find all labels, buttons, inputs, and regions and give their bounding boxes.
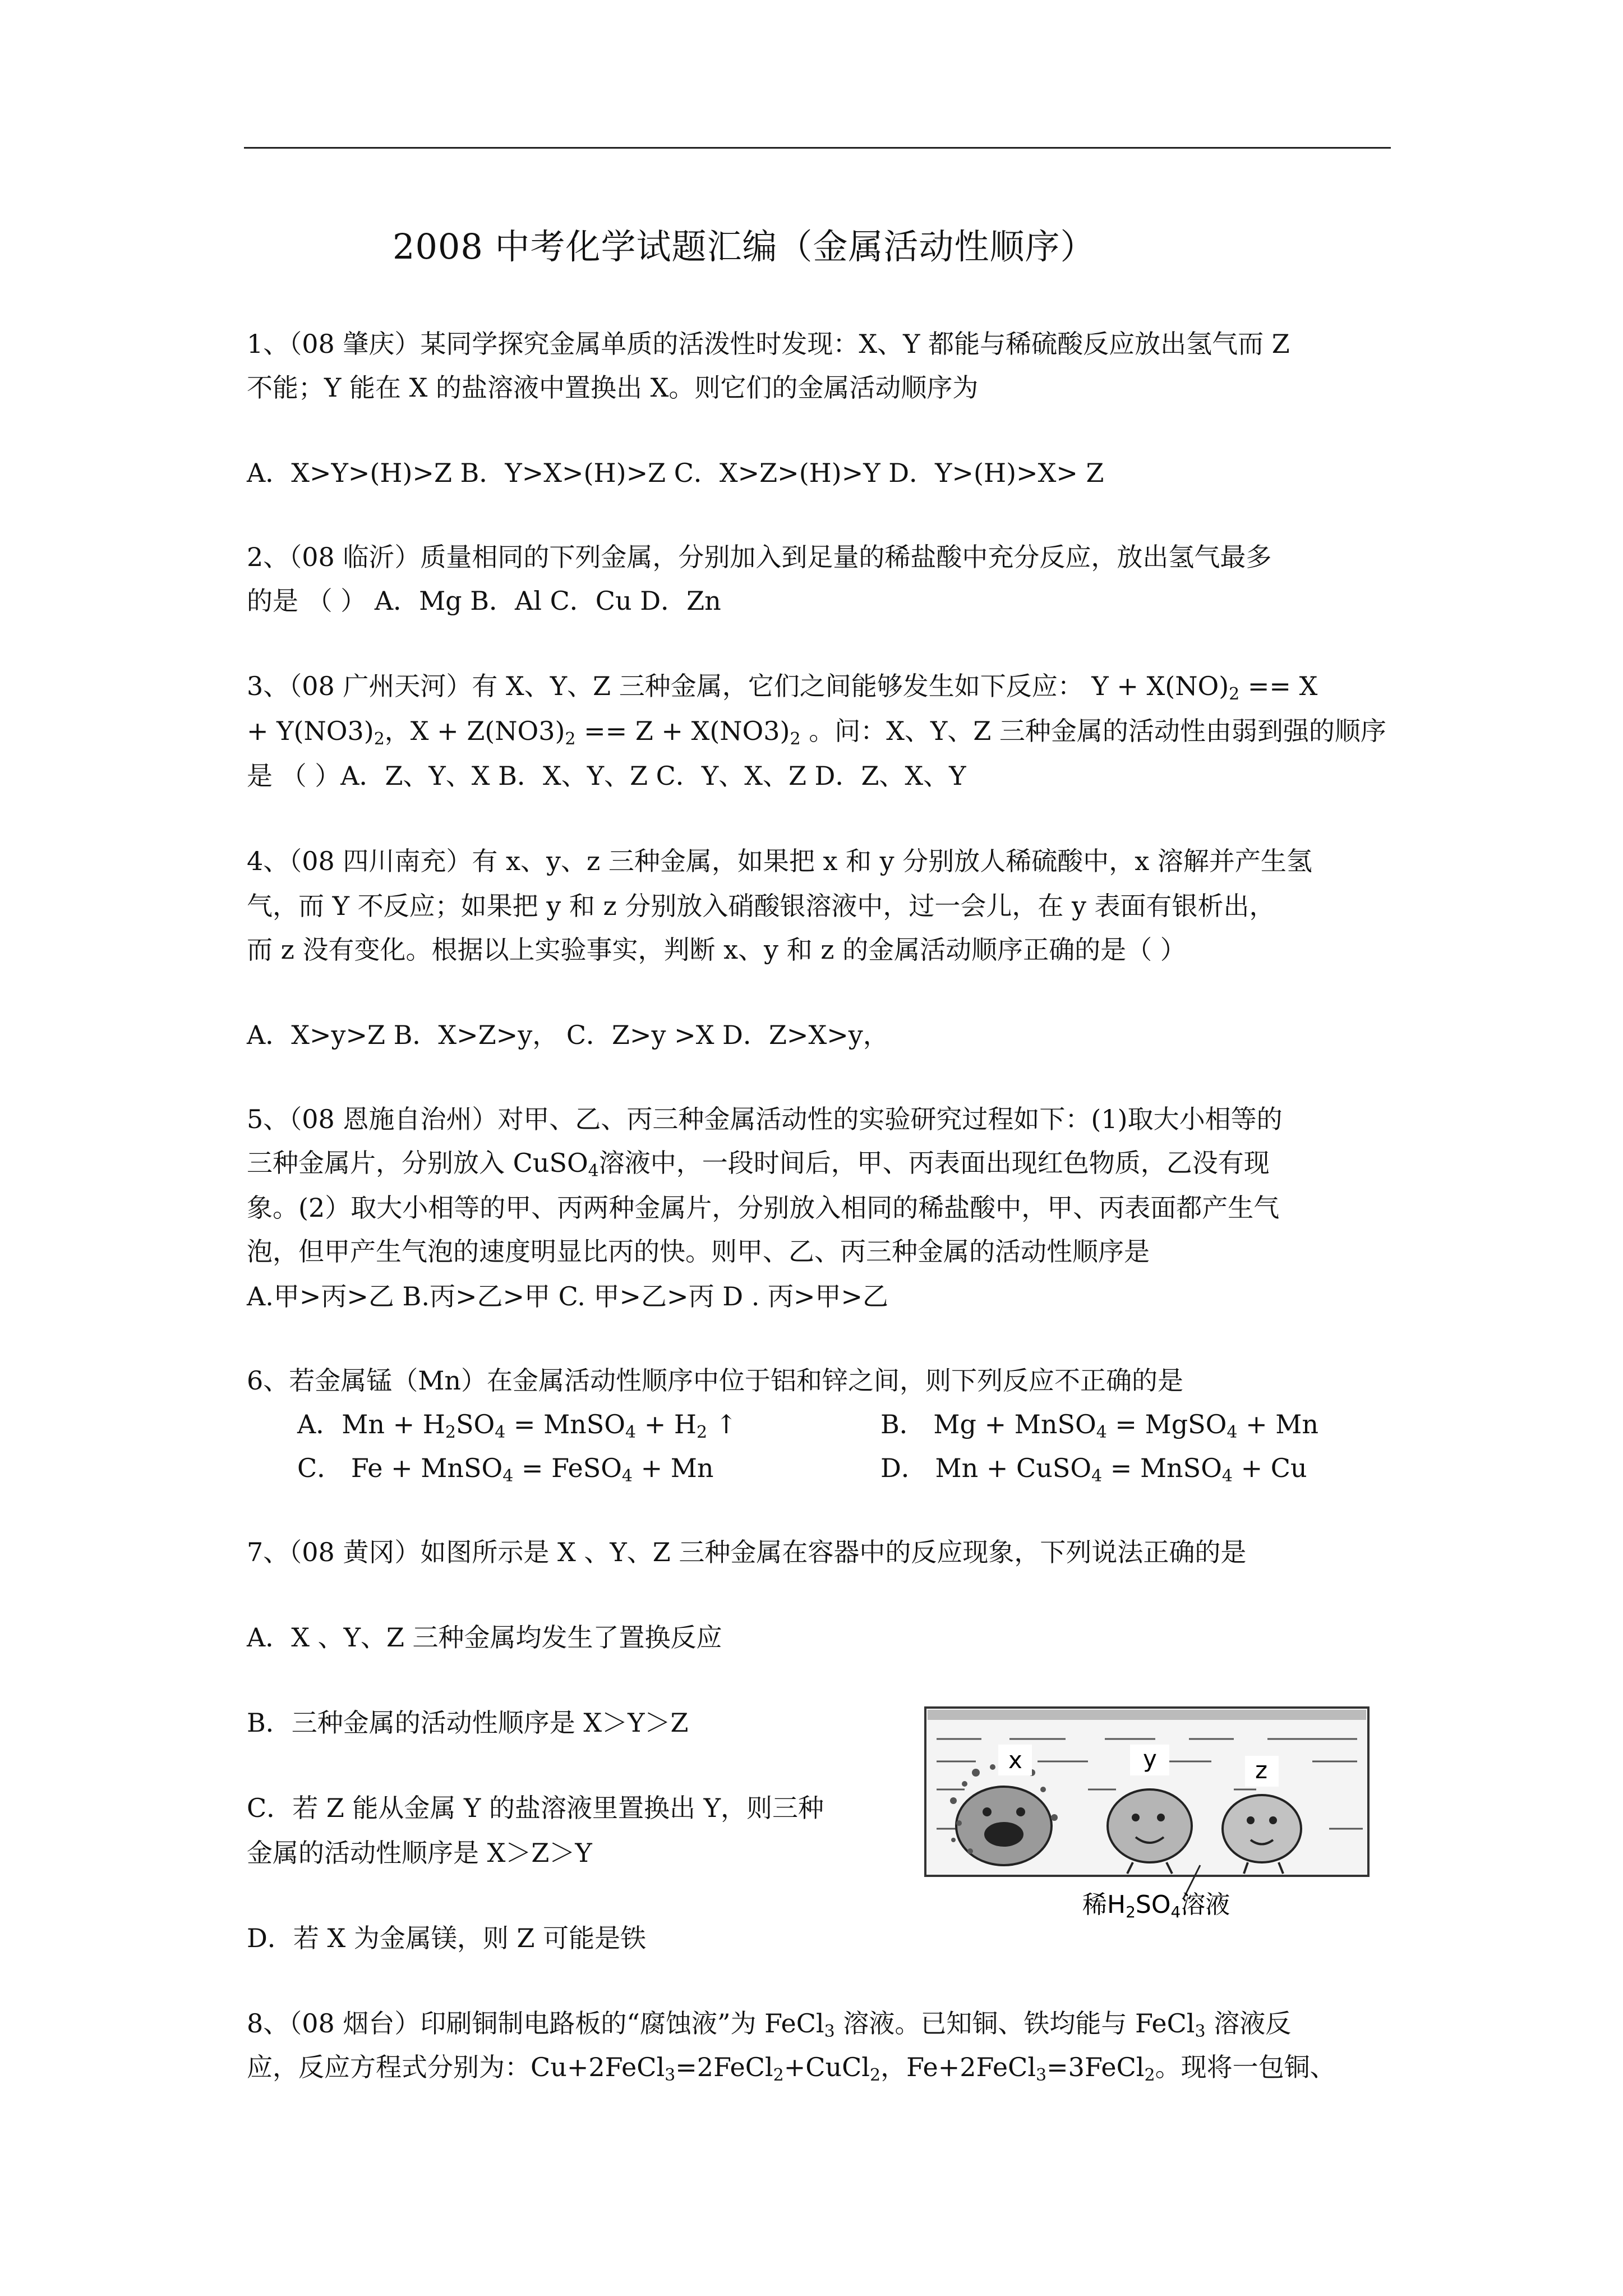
label-y: y <box>1143 1745 1157 1773</box>
q8-sub: 2 <box>1144 2065 1155 2085</box>
label-z: z <box>1255 1756 1268 1784</box>
q4-line2: 气，而 Y 不反应；如果把 y 和 z 分别放入硝酸银溶液中，过一会儿，在 y 表面有银析出， <box>247 891 1275 921</box>
q3-line2-text-f: ) <box>780 716 790 746</box>
q6c-sub: 4 <box>502 1466 514 1486</box>
q6-option-b <box>880 1411 1318 1441</box>
q6a-sub: 4 <box>625 1423 637 1442</box>
q8-text: 。现将一包铜、 <box>1155 2052 1336 2082</box>
q4-line1: 4、（08 四川南充）有 x、y、z 三种金属，如果把 x 和 y 分别放人稀硫酸中，x 溶解并产生氢 <box>247 846 1312 876</box>
q3-sub: 2 <box>374 729 385 749</box>
q6-line1: 6、若金属锰（Mn）在金属活动性顺序中位于铝和锌之间，则下列反应不正确的是 <box>247 1365 1183 1396</box>
q5-line4: 泡，但甲产生气泡的速度明显比丙的快。则甲、乙、丙三种金属的活动性顺序是 <box>247 1236 1150 1267</box>
q6c-text: + Mn <box>633 1453 714 1483</box>
q6-option-d <box>880 1455 1307 1485</box>
q5-sub: 4 <box>588 1161 599 1181</box>
q6a-sub: 2 <box>697 1423 708 1442</box>
q3-line2-text-c: ，X + Z(NO <box>384 716 539 746</box>
q6b-text: + Mn <box>1237 1409 1318 1439</box>
q8-text: 溶液反 <box>1205 2008 1292 2039</box>
q6b-sub: 4 <box>1096 1423 1107 1442</box>
q6d-text: = MnSO <box>1102 1453 1222 1483</box>
q6b-sub: 4 <box>1227 1423 1238 1442</box>
q6d-text: + Cu <box>1233 1453 1307 1483</box>
q5-line3: 象。(2）取大小相等的甲、丙两种金属片，分别放入相同的稀盐酸中，甲、丙表面都产生气 <box>247 1193 1280 1223</box>
q6d-text: D． Mn + CuSO <box>880 1453 1092 1483</box>
q4-line3: 而 z 没有变化。根据以上实验事实，判断 x、y 和 z 的金属活动顺序正确的是（ ） <box>247 935 1186 965</box>
q8-line1 <box>247 2010 1291 2040</box>
caption-sub: 2 <box>1126 1903 1136 1918</box>
q6c-sub: 4 <box>621 1466 633 1486</box>
q8-text: 8、（08 烟台）印刷铜制电路板的“腐蚀液”为 FeCl <box>247 2008 824 2039</box>
q8-sub: 2 <box>773 2065 784 2085</box>
q6b-text: B． Mg + MnSO <box>880 1409 1096 1439</box>
q8-sub: 3 <box>1036 2065 1047 2085</box>
q7-option-c-line2: 金属的活动性顺序是 X＞Z＞Y <box>247 1838 592 1868</box>
q5-line1: 5、（08 恩施自治州）对甲、乙、丙三种金属活动性的实验研究过程如下：(1)取大小相等的 <box>247 1104 1283 1134</box>
q5-line2 <box>247 1150 1270 1180</box>
q3-line2-text-a: + Y(NO <box>247 716 348 746</box>
q7-option-d: D．若 X 为金属镁，则 Z 可能是铁 <box>247 1923 647 1953</box>
q2-line1: 2、（08 临沂）质量相同的下列金属，分别加入到足量的稀盐酸中充分反应，放出氢气最多 <box>247 542 1272 572</box>
label-x: x <box>1008 1746 1022 1774</box>
q8-sub: 3 <box>1195 2022 1206 2041</box>
caption-sub: 4 <box>1170 1903 1181 1918</box>
figure-caption <box>1082 1890 1230 1918</box>
q6c-text: C． Fe + MnSO <box>297 1453 503 1483</box>
q6c-text: = FeSO <box>513 1453 622 1483</box>
q8-text: +CuCl <box>783 2052 870 2082</box>
q3-line1 <box>247 673 1317 703</box>
q3-sub: 2 <box>790 729 801 749</box>
q6d-sub: 4 <box>1221 1466 1233 1486</box>
q3-sub: 2 <box>1229 684 1240 704</box>
q8-text: =2FeCl <box>675 2052 773 2082</box>
q5-options: A.甲>丙>乙 B.丙>乙>甲 C. 甲>乙>丙 D . 丙>甲>乙 <box>247 1281 889 1312</box>
page-title: 2008 中考化学试题汇编（金属活动性顺序） <box>393 226 1096 267</box>
q3-line2-text-b: ) <box>363 716 374 746</box>
q3-sub: 2 <box>565 729 576 749</box>
q7-option-a: A．X 、Y、Z 三种金属均发生了置换反应 <box>247 1622 722 1653</box>
q8-sub: 3 <box>665 2065 676 2085</box>
q6a-text: A．Mn + H <box>297 1409 445 1439</box>
q3-sub: 3 <box>347 716 364 746</box>
q8-sub: 2 <box>869 2065 881 2085</box>
caption-text: SO <box>1135 1890 1171 1918</box>
q3-line2-text-e: == Z + X(NO <box>575 716 764 746</box>
q3-line2-text-g: 。问：X、Y、Z 三种金属的活动性由弱到强的顺序 <box>800 716 1386 746</box>
q6a-text: SO <box>455 1409 495 1439</box>
q1-options: A．X>Y>(H)>Z B．Y>X>(H)>Z C．X>Z>(H)>Y D．Y>(H)>X> Z <box>247 458 1104 488</box>
q7-line1: 7、（08 黄冈）如图所示是 X 、Y、Z 三种金属在容器中的反应现象，下列说法正确的是 <box>247 1537 1247 1567</box>
q6-option-a <box>297 1411 737 1441</box>
q8-line2 <box>247 2054 1336 2084</box>
q7-option-b: B．三种金属的活动性顺序是 X＞Y＞Z <box>247 1708 689 1738</box>
q6-option-c <box>297 1455 714 1485</box>
q7-option-c-line1: C．若 Z 能从金属 Y 的盐溶液里置换出 Y，则三种 <box>247 1793 824 1823</box>
q8-text: 溶液。已知铜、铁均能与 FeCl <box>834 2008 1195 2039</box>
q1-line2: 不能；Y 能在 X 的盐溶液中置换出 X。则它们的金属活动顺序为 <box>247 372 979 403</box>
q4-options: A．X>y>Z B．X>Z>y， C．Z>y >X D．Z>X>y， <box>247 1020 889 1050</box>
q2-line2: 的是 （ ） A．Mg B．Al C．Cu D．Zn <box>247 586 721 616</box>
q5-line2-text-a: 三种金属片，分别放入 CuSO <box>247 1148 588 1178</box>
q3-line1-text-c: == X <box>1239 671 1318 701</box>
q3-line1-text-b: ) <box>1219 671 1229 701</box>
q8-text: 应，反应方程式分别为：Cu+2FeCl <box>247 2052 665 2082</box>
q3-line2-text-d: ) <box>555 716 565 746</box>
q8-text: =3FeCl <box>1046 2052 1145 2082</box>
q3-line1-text-a: 3、（08 广州天河）有 X、Y、Z 三种金属，它们之间能够发生如下反应： Y + X(NO <box>247 671 1219 701</box>
q3-line2 <box>247 718 1386 748</box>
q6a-text: + H <box>636 1409 697 1439</box>
beaker-figure <box>920 1705 1380 1918</box>
beaker-rim <box>928 1710 1366 1720</box>
caption-text: 稀H <box>1082 1890 1126 1918</box>
q8-sub: 3 <box>824 2022 835 2041</box>
q6d-sub: 4 <box>1091 1466 1103 1486</box>
q3-line3: 是 （ ）A．Z、Y、X B．X、Y、Z C．Y、X、Z D．Z、X、Y <box>247 761 966 791</box>
q6a-text: ↑ <box>707 1409 737 1439</box>
q6a-sub: 4 <box>495 1423 506 1442</box>
caption-text: 溶液 <box>1181 1890 1230 1918</box>
q6a-text: = MnSO <box>505 1409 626 1439</box>
q3-sub: 3 <box>538 716 555 746</box>
q1-line1: 1、（08 肇庆）某同学探究金属单质的活泼性时发现：X、Y 都能与稀硫酸反应放出氢气而 Z <box>247 329 1290 359</box>
header-rule <box>244 147 1391 149</box>
q6b-text: = MgSO <box>1106 1409 1227 1439</box>
q5-line2-text-c: 溶液中，一段时间后，甲、丙表面出现红色物质，乙没有现 <box>598 1148 1270 1178</box>
q8-text: ，Fe+2FeCl <box>880 2052 1036 2082</box>
q3-sub: 3 <box>763 716 780 746</box>
q6a-sub: 2 <box>445 1423 456 1442</box>
